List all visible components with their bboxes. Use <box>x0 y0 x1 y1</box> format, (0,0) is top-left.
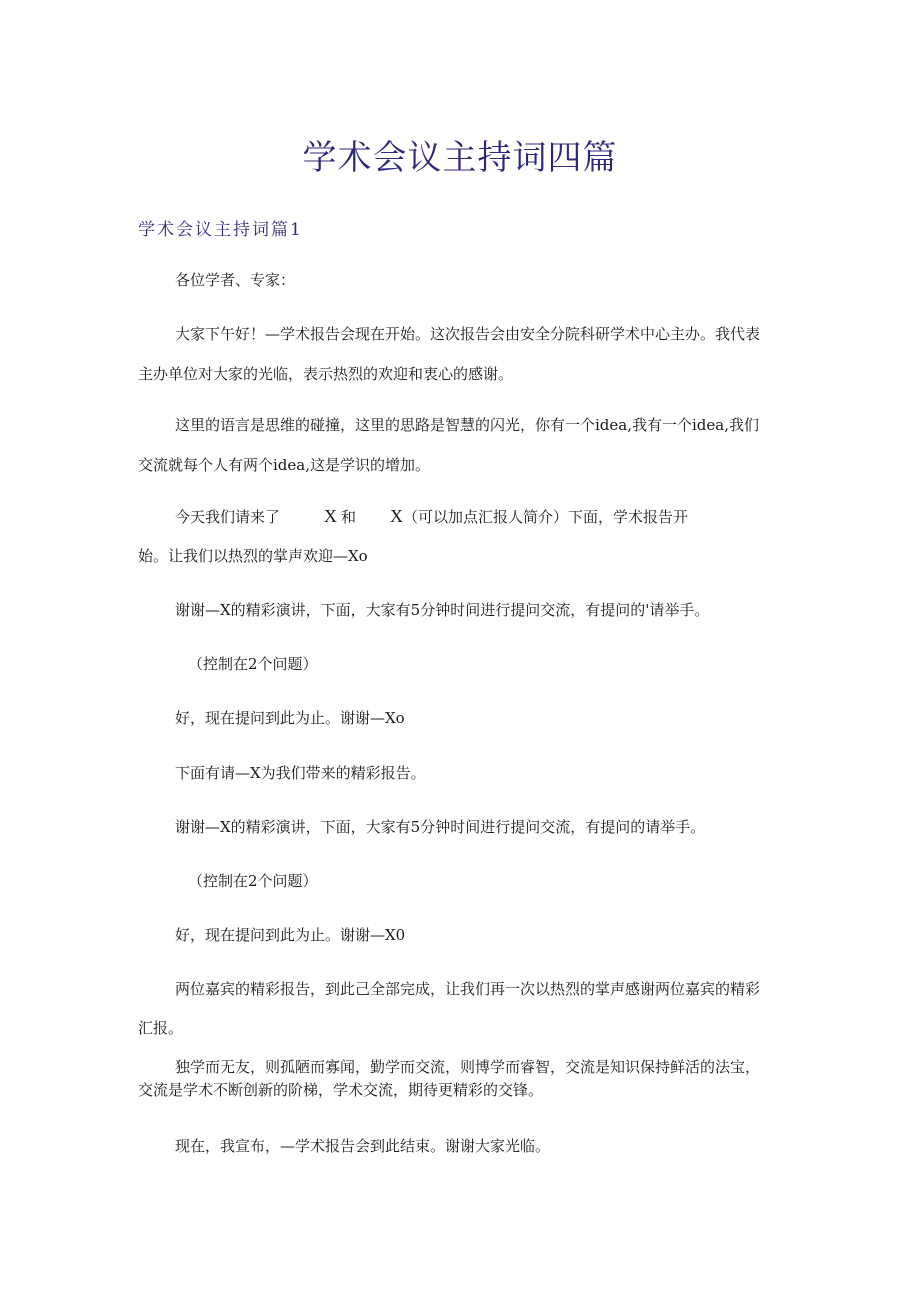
paragraph-next-speaker: 下面有请—X为我们带来的精彩报告。 <box>175 764 426 782</box>
paragraph-invite-line2: 始。让我们以热烈的掌声欢迎—Xo <box>138 547 368 565</box>
speaker-placeholder-1: X <box>324 506 338 526</box>
paragraph-end-questions-1: 好，现在提问到此为止。谢谢—Xo <box>175 709 405 727</box>
paragraph-ideas-line1: 这里的语言是思维的碰撞，这里的思路是智慧的闪光，你有一个idea,我有一个idea,我们 <box>175 416 759 434</box>
paragraph-opening-line2: 主办单位对大家的光临，表示热烈的欢迎和衷心的感谢。 <box>138 365 514 383</box>
invite-conjunction: 和 <box>341 508 357 526</box>
paragraph-thanks-1: 谢谢—X的精彩演讲，下面，大家有5分钟时间进行提问交流，有提问的'请举手。 <box>175 601 710 619</box>
paragraph-quote-line1: 独学而无友，则孤陋而寡闻，勤学而交流，则博学而睿智，交流是知识保持鲜活的法宝， <box>175 1058 761 1076</box>
paragraph-ideas-line2: 交流就每个人有两个idea,这是学识的增加。 <box>138 456 430 474</box>
paragraph-end-questions-2: 好，现在提问到此为止。谢谢—X0 <box>175 926 406 944</box>
document-title: 学术会议主持词四篇 <box>302 138 618 178</box>
invite-text-end: （可以加点汇报人简介）下面，学术报告开 <box>403 508 689 526</box>
paragraph-summary-line2: 汇报。 <box>138 1019 184 1037</box>
section-heading: 学术会议主持词篇1 <box>138 220 303 240</box>
paragraph-control-1: （控制在2个问题） <box>188 655 318 673</box>
speaker-placeholder-2: X <box>390 506 404 526</box>
paragraph-opening-line1: 大家下午好！—学术报告会现在开始。这次报告会由安全分院科研学术中心主办。我代表 <box>175 325 761 343</box>
paragraph-invite-line1 <box>175 494 688 539</box>
paragraph-control-2: （控制在2个问题） <box>188 872 318 890</box>
paragraph-quote-line2: 交流是学术不断创新的阶梯，学术交流，期待更精彩的交锋。 <box>138 1081 544 1099</box>
invite-text-start: 今天我们请来了 <box>175 508 281 526</box>
greeting-paragraph: 各位学者、专家： <box>175 271 296 289</box>
paragraph-closing: 现在，我宣布，—学术报告会到此结束。谢谢大家光临。 <box>175 1137 551 1155</box>
paragraph-thanks-2: 谢谢—X的精彩演讲，下面，大家有5分钟时间进行提问交流，有提问的请举手。 <box>175 818 706 836</box>
paragraph-summary-line1: 两位嘉宾的精彩报告，到此己全部完成，让我们再一次以热烈的掌声感谢两位嘉宾的精彩 <box>175 980 761 998</box>
